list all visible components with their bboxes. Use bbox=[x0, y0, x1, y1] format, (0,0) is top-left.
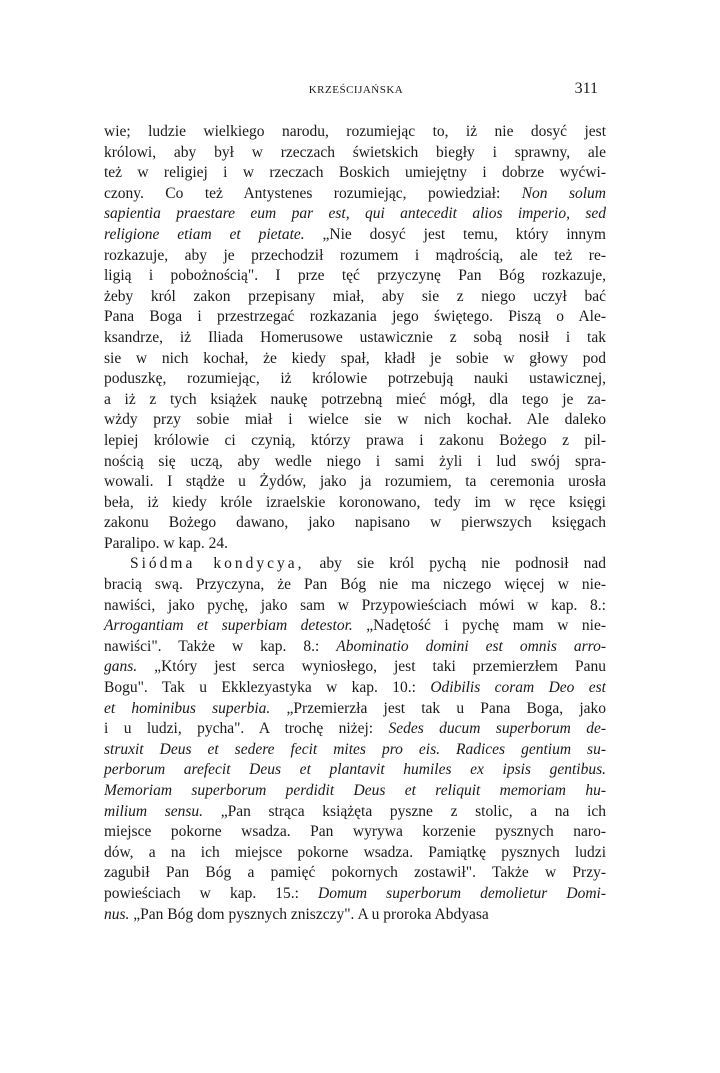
text-segment: miejsce pokorne wsadza. Pan wyrywa korzenie pysznych naro- bbox=[104, 823, 606, 841]
latin-quote: Abominatio domini est omnis arro- bbox=[336, 637, 606, 655]
latin-quote: nus. bbox=[104, 905, 130, 923]
text-line bbox=[104, 534, 606, 555]
text-segment: bracią swą. Przyczyna, że Pan Bóg nie ma niczego więcej w nie- bbox=[104, 576, 606, 594]
latin-quote: Odibilis coram Deo est bbox=[430, 679, 606, 697]
text-line bbox=[104, 328, 606, 349]
text-line bbox=[104, 575, 606, 596]
text-line bbox=[104, 163, 606, 184]
text-line bbox=[104, 266, 606, 287]
spaced-heading: Siódma kondycya, bbox=[130, 555, 305, 573]
text-segment: „Nadętość i pychę mam w nie- bbox=[352, 617, 606, 635]
text-line bbox=[104, 431, 606, 452]
latin-quote: milium sensu. bbox=[104, 802, 204, 820]
text-line bbox=[104, 596, 606, 617]
text-line bbox=[104, 390, 606, 411]
text-segment: powieściach w kap. 15.: bbox=[104, 884, 319, 902]
text-segment: Bogu". Tak u Ekklezyastyka w kap. 10.: bbox=[104, 679, 431, 697]
text-line bbox=[104, 513, 606, 534]
text-segment: zakonu Bożego dawano, jako napisano w pierwszych księgach bbox=[104, 514, 606, 532]
text-segment: wie; ludzie wielkiego narodu, rozumiejąc to, iż nie dosyć jest bbox=[104, 123, 606, 140]
text-line bbox=[104, 225, 606, 246]
text-line bbox=[104, 122, 606, 143]
text-segment: „Przemierzła jest tak u Pana Boga, jako bbox=[270, 699, 607, 717]
text-segment: lepiej królowie ci czynią, którzy prawa i zakonu Bożego z pil- bbox=[104, 431, 606, 449]
text-line bbox=[104, 554, 606, 575]
text-segment: dów, a na ich miejsce pokorne wsadza. Pamiątkę pysznych ludzi bbox=[104, 843, 606, 861]
text-line bbox=[104, 822, 606, 843]
text-line bbox=[104, 905, 606, 926]
text-segment: królowi, aby był w rzeczach świetskich biegły i sprawny, ale bbox=[104, 143, 606, 161]
text-segment: i u ludzi, pycha". A trochę niżej: bbox=[104, 720, 389, 738]
text-line bbox=[104, 410, 606, 431]
text-line bbox=[104, 637, 606, 658]
latin-quote: gans. bbox=[104, 658, 138, 676]
text-line bbox=[104, 781, 606, 802]
text-segment: rozkazuje, aby je przechodził rozumem i mądrością, ale też re- bbox=[104, 246, 606, 264]
text-segment: sie w nich kochał, że kiedy spał, kładł je sobie w głowy pod bbox=[104, 349, 606, 367]
text-line bbox=[104, 369, 606, 390]
latin-quote: struxit Deus et sedere fecit mites pro eis. Radices gentium su- bbox=[104, 740, 606, 758]
text-line bbox=[104, 699, 606, 720]
text-line bbox=[104, 760, 606, 781]
text-segment: Pana Boga i przestrzegać rozkazania jego świętego. Piszą o Ale- bbox=[104, 308, 606, 326]
text-line bbox=[104, 863, 606, 884]
running-head bbox=[0, 80, 720, 102]
latin-quote: sapientia praestare eum par est, qui antecedit alios imperio, sed bbox=[104, 205, 606, 223]
text-segment: „Pan Bóg dom pysznych zniszczy". A u proroka Abdyasa bbox=[129, 905, 489, 923]
body-text bbox=[104, 122, 606, 925]
text-line bbox=[104, 246, 606, 267]
text-segment: a iż z tych książek naukę potrzebną mieć mógł, dla tego je za- bbox=[104, 390, 606, 408]
text-line bbox=[104, 657, 606, 678]
latin-quote: Non solum bbox=[521, 184, 606, 202]
text-line bbox=[104, 287, 606, 308]
text-line bbox=[104, 802, 606, 823]
latin-quote: Memoriam superborum perdidit Deus et reliquit memoriam hu- bbox=[104, 782, 606, 799]
text-line bbox=[104, 349, 606, 370]
text-line bbox=[104, 184, 606, 205]
page-number: 311 bbox=[574, 80, 598, 97]
text-segment: żeby król zakon przepisany miał, aby sie z niego uczył bać bbox=[104, 287, 606, 305]
latin-quote: Arrogantiam et superbiam detestor. bbox=[104, 617, 353, 635]
text-line bbox=[104, 472, 606, 493]
text-line bbox=[104, 493, 606, 514]
text-segment: zagubił Pan Bóg a pamięć pokornych zostawił". Także w Przy- bbox=[104, 864, 606, 882]
text-segment: aby sie król pychą nie podnosił nad bbox=[304, 555, 606, 573]
text-line bbox=[104, 204, 606, 225]
text-segment: Paralipo. w kap. 24. bbox=[104, 534, 228, 552]
text-segment: nością się uczą, aby wedle niego i sami żyli i lud swój spra- bbox=[104, 452, 606, 470]
text-segment: „Nie dosyć jest temu, który innym bbox=[304, 225, 606, 243]
text-segment: wowali. I stądże u Żydów, jako ja rozumiem, ta ceremonia urosła bbox=[104, 473, 606, 491]
text-line bbox=[104, 307, 606, 328]
latin-quote: perborum arefecit Deus et plantavit humiles ex ipsis gentibus. bbox=[104, 761, 606, 779]
text-line bbox=[104, 143, 606, 164]
text-segment: nawiści". Także w kap. 8.: bbox=[104, 637, 337, 655]
text-line bbox=[104, 452, 606, 473]
latin-quote: religione etiam et pietate. bbox=[104, 225, 305, 243]
text-line bbox=[104, 616, 606, 637]
text-segment: „Który jest serca wyniosłego, jest taki przemierzłem Panu bbox=[137, 658, 606, 676]
text-line bbox=[104, 843, 606, 864]
text-segment: wżdy przy sobie miał i wielce sie w nich kochał. Ale daleko bbox=[104, 411, 606, 429]
latin-quote: Domum superborum demolietur Domi- bbox=[318, 884, 606, 902]
running-title: KRZEŚCIJAŃSKA bbox=[308, 84, 404, 96]
text-segment: też w religiej i w rzeczach Boskich umiejętny i dobrze wyćwi- bbox=[104, 164, 606, 182]
latin-quote: et hominibus superbia. bbox=[104, 699, 271, 717]
latin-quote: Sedes ducum superborum de- bbox=[388, 720, 606, 738]
text-line bbox=[104, 740, 606, 761]
text-segment: czony. Co też Antystenes rozumiejąc, powiedział: bbox=[104, 184, 522, 202]
text-line bbox=[104, 719, 606, 740]
text-segment: beła, iż kiedy króle izraelskie koronowano, tedy im w ręce księgi bbox=[104, 493, 606, 511]
text-segment: nawiści, jako pychę, jako sam w Przypowieściach mówi w kap. 8.: bbox=[104, 596, 606, 614]
text-segment: ksandrze, iż Iliada Homerusowe ustawicznie z sobą nosił i tak bbox=[104, 328, 606, 346]
text-segment: poduszkę, rozumiejąc, iż królowie potrzebują nauki ustawicznej, bbox=[104, 370, 606, 388]
text-line bbox=[104, 678, 606, 699]
text-segment: „Pan strąca książęta pyszne z stolic, a na ich bbox=[203, 802, 606, 820]
text-line bbox=[104, 884, 606, 905]
text-segment: ligią i pobożnością". I prze tęć przyczynę Pan Bóg rozkazuje, bbox=[104, 267, 606, 285]
